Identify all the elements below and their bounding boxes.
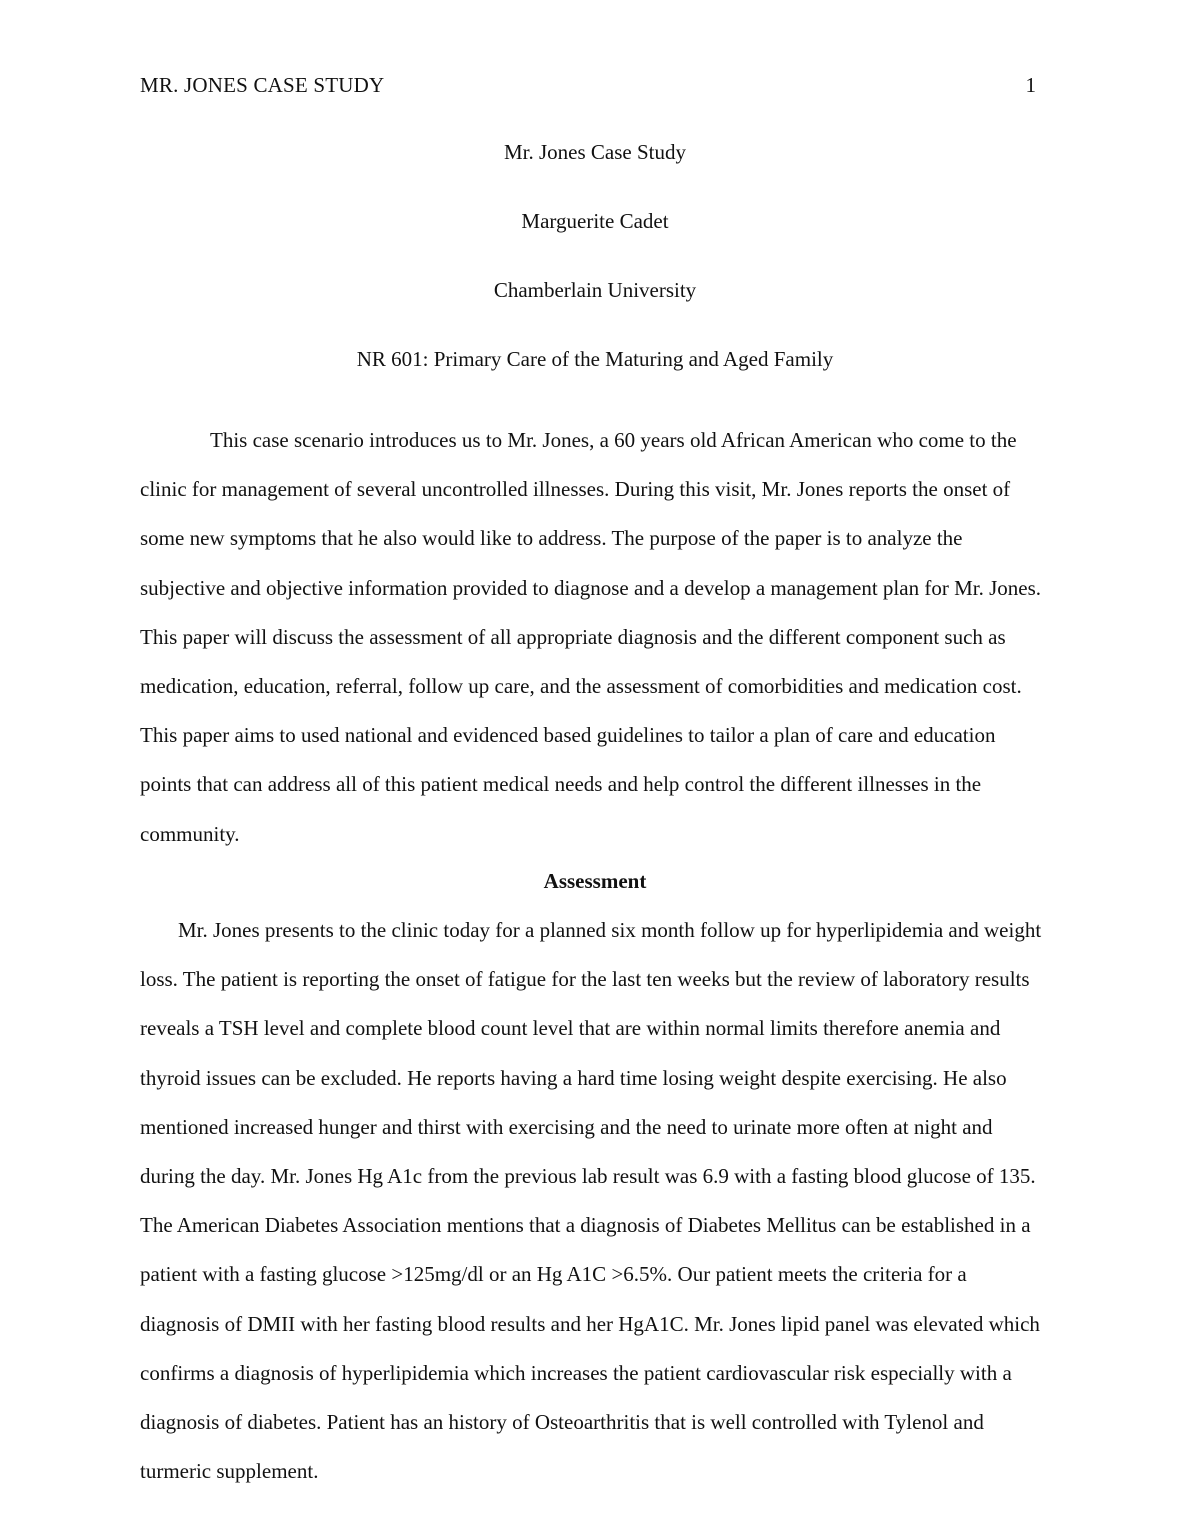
assessment-heading: Assessment xyxy=(543,869,647,893)
intro-section xyxy=(140,416,1050,859)
assessment-section xyxy=(140,906,1050,1496)
title-block xyxy=(140,137,1050,413)
author-name: Marguerite Cadet xyxy=(521,209,669,233)
page-number: 1 xyxy=(1025,73,1036,97)
assessment-paragraph: Mr. Jones presents to the clinic today for a planned six month follow up for hyperlipidemia and weight loss. The patient is reporting the onset of fatigue for the last ten weeks but the review of laboratory results reveals a TSH level and complete blood count level that are within normal limits therefore anemia and thyroid issues can be excluded. He reports having a hard time losing weight despite exercising. He also mentioned increased hunger and thirst with exercising and the need to urinate more often at night and during the day. Mr. Jones Hg A1c from the previous lab result was 6.9 with a fasting blood glucose of 135. The American Diabetes Association mentions that a diagnosis of Diabetes Mellitus can be established in a patient with a fasting glucose >125mg/dl or an Hg A1C >6.5%. Our patient meets the criteria for a diagnosis of DMII with her fasting blood results and her HgA1C. Mr. Jones lipid panel was elevated which confirms a diagnosis of hyperlipidemia which increases the patient cardiovascular risk especially with a diagnosis of diabetes. Patient has an history of Osteoarthritis that is well controlled with Tylenol and turmeric supplement. xyxy=(140,918,1042,1484)
intro-paragraph: This case scenario introduces us to Mr. Jones, a 60 years old African American who come to the clinic for management of several uncontrolled illnesses. During this visit, Mr. Jones reports the onset of some new symptoms that he also would like to address. The purpose of the paper is to analyze the subjective and objective information provided to diagnose and a develop a management plan for Mr. Jones. This paper will discuss the assessment of all appropriate diagnosis and the different component such as medication, education, referral, follow up care, and the assessment of comorbidities and medication cost. This paper aims to used national and evidenced based guidelines to tailor a plan of care and education points that can address all of this patient medical needs and help control the different illnesses in the community. xyxy=(140,428,1041,846)
paper-title: Mr. Jones Case Study xyxy=(503,140,686,164)
course-name: NR 601: Primary Care of the Maturing and Aged Family xyxy=(356,347,834,371)
institution-name: Chamberlain University xyxy=(493,278,697,302)
running-head: MR. JONES CASE STUDY xyxy=(140,73,385,97)
